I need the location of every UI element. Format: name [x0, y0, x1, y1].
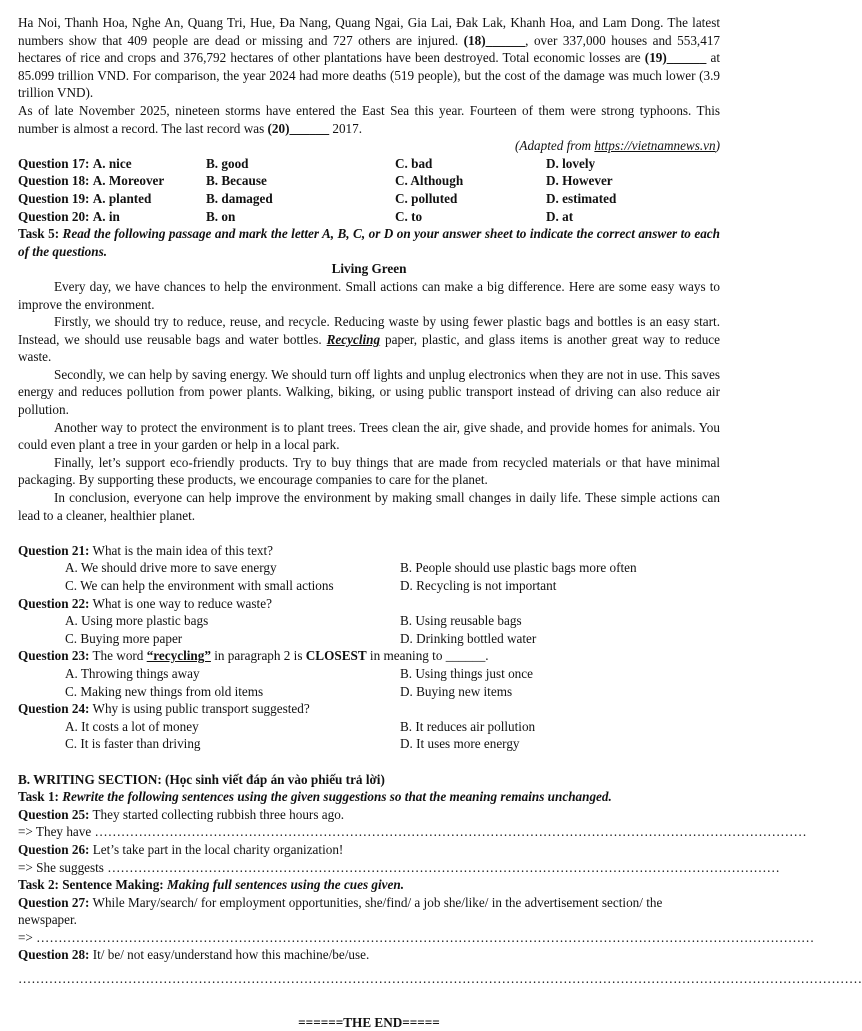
option-d: D. estimated — [546, 190, 617, 206]
task2-heading — [18, 876, 720, 894]
paragraph-text: Firstly, we should try to reduce, reuse, and recycle. Reducing waste by using fewer plastic bags and bottles is an easy start. Instead, we should use reusable bags and water bottles. — [18, 314, 720, 347]
mc-question-17 — [18, 155, 720, 173]
passage-text: 2017. — [329, 120, 363, 136]
writing-section-heading: B. WRITING SECTION: (Học sinh viết đáp án vào phiếu trả lời) — [18, 771, 385, 787]
question-text: The word — [89, 648, 147, 664]
blank-18: (18)______ — [463, 32, 526, 48]
source-citation — [18, 137, 720, 155]
option-b: B. on — [206, 208, 236, 224]
option-b: B. People should use plastic bags more often — [400, 560, 637, 576]
question-label: Question 26: — [18, 841, 90, 857]
option-b: B. damaged — [206, 190, 273, 206]
option-a: A. Throwing things away — [65, 665, 200, 681]
option-d: D. It uses more energy — [400, 736, 520, 752]
option-b: B. It reduces air pollution — [400, 718, 536, 734]
passage-text: at 85.099 trillion VND. For comparison, the year 2024 had more deaths (519 people), but the cost of the damage was much lower (3.9 trillion VND). — [18, 50, 720, 101]
option-c: C. Although — [395, 173, 464, 189]
question-21-options-ab — [18, 559, 720, 577]
question-text: What is the main idea of this text? — [89, 542, 274, 558]
question-label: Question 18: — [18, 173, 90, 189]
question-24-options-ab — [18, 718, 720, 736]
question-label: Question 17: — [18, 155, 90, 171]
question-text: in paragraph 2 is — [210, 648, 306, 664]
highlighted-word: “recycling” — [146, 648, 211, 664]
question-label: Question 22: — [18, 595, 90, 611]
question-23 — [18, 647, 720, 665]
option-d: D. Drinking bottled water — [400, 630, 537, 646]
blank-20: (20)______ — [267, 120, 330, 136]
reading-paragraph-5: Finally, let’s support eco-friendly products. Try to buy things that are made from recycled materials or that have minimal packaging. By supporting these products, we encourage companies to care for the planet. — [18, 454, 720, 488]
question-21 — [18, 542, 720, 560]
question-label: Question 27: — [18, 894, 90, 910]
passage-title: Living Green — [331, 261, 407, 277]
question-24 — [18, 700, 720, 718]
task5-instruction: Read the following passage and mark the letter A, B, C, or D on your answer sheet to indicate the correct answer to each of the questions. — [18, 226, 720, 259]
task1-label: Task 1: — [18, 789, 63, 805]
task2-label: Task 2: Sentence Making: — [18, 877, 167, 893]
question-text: While Mary/search/ for employment opportunities, she/find/ a job she/like/ in the advertisement section/ the newspaper. — [18, 894, 663, 928]
question-22-options-cd — [18, 630, 720, 648]
paragraph-text: paper, plastic, and glass items is another great way to reduce waste. — [18, 331, 720, 365]
option-b: B. good — [206, 155, 249, 171]
question-text: in meaning to ______. — [366, 648, 489, 664]
option-c: C. We can help the environment with small actions — [65, 578, 334, 593]
passage-paragraph-2 — [18, 102, 720, 137]
answer-line-25[interactable]: => They have ……………………………………………………………………………………………………………………………………………… — [18, 824, 807, 840]
option-d: D. Buying new items — [400, 683, 513, 699]
question-21-options-cd — [18, 577, 720, 595]
passage-text: , over 337,000 houses and 553,417 hectares of rice and crops and 376,792 hectares of other plantations have been destroyed. Total economic losses are — [18, 32, 721, 66]
passage-text: As of late November 2025, nineteen storms have entered the East Sea this year. Fourteen of them were strong typhoons. This number is almost a record. The last record was — [18, 102, 720, 136]
mc-question-18 — [18, 172, 720, 190]
option-d: D. However — [546, 173, 613, 189]
question-24-options-cd — [18, 735, 720, 753]
question-label: Question 19: — [18, 190, 90, 206]
option-c: C. bad — [395, 155, 433, 171]
question-text: What is one way to reduce waste? — [89, 595, 272, 611]
highlighted-word: Recycling — [326, 331, 381, 347]
reading-paragraph-4: Another way to protect the environment is to plant trees. Trees clean the air, give shade, and provide homes for animals. You could even plant a tree in your garden or help in a local park. — [18, 419, 720, 453]
reading-paragraph-3: Secondly, we can help by saving energy. We should turn off lights and unplug electronics when they are not in use. This saves energy and reduces pollution from power plants. Walking, biking, or using public transport instead of driving can also reduce air pollution. — [18, 366, 720, 418]
spacer — [18, 524, 720, 542]
option-a: A. We should drive more to save energy — [65, 560, 277, 576]
option-d: D. Recycling is not important — [400, 578, 557, 593]
exam-page — [18, 14, 862, 1031]
answer-line-28[interactable]: ………………………………………………………………………………………………………………………………………………………………………… — [18, 971, 862, 987]
option-b: B. Because — [206, 173, 267, 189]
task1-instruction: Rewrite the following sentences using the given suggestions so that the meaning remains unchanged. — [62, 789, 612, 805]
question-27 — [18, 894, 720, 929]
question-25 — [18, 806, 720, 824]
question-text: Let’s take part in the local charity organization! — [89, 841, 344, 857]
task5-heading — [18, 225, 720, 260]
blank-19: (19)______ — [644, 50, 707, 66]
question-label: Question 20: — [18, 208, 90, 224]
emphasis-word: CLOSEST — [305, 648, 367, 664]
question-label: Question 25: — [18, 806, 90, 822]
reading-paragraph-2 — [18, 313, 720, 366]
question-text: Why is using public transport suggested? — [89, 701, 310, 717]
answer-line-26[interactable]: => She suggests ……………………………………………………………………………………………………………………………………… — [18, 859, 780, 875]
option-d: D. lovely — [546, 155, 596, 171]
passage-ending — [18, 14, 720, 102]
question-22-options-ab — [18, 612, 720, 630]
option-a: A. planted — [92, 190, 152, 206]
option-b: B. Using things just once — [400, 665, 533, 681]
option-b: B. Using reusable bags — [400, 613, 522, 629]
spacer — [18, 753, 720, 771]
option-c: C. Making new things from old items — [65, 683, 264, 699]
the-end-marker: ======THE END===== — [298, 1014, 440, 1030]
option-a: A. It costs a lot of money — [65, 718, 199, 734]
question-23-options-ab — [18, 665, 720, 683]
reading-paragraph-1: Every day, we have chances to help the environment. Small actions can make a big difference. Here are some easy ways to improve the environment. — [18, 278, 720, 312]
option-c: C. polluted — [395, 190, 458, 206]
task5-label: Task 5: — [18, 226, 63, 242]
task2-instruction: Making full sentences using the cues given. — [166, 877, 405, 893]
question-26 — [18, 841, 720, 859]
option-c: C. Buying more paper — [65, 630, 183, 646]
question-label: Question 23: — [18, 648, 90, 664]
source-suffix: ) — [715, 138, 720, 154]
question-label: Question 21: — [18, 542, 90, 558]
source-prefix: (Adapted from — [515, 138, 595, 154]
option-c: C. It is faster than driving — [65, 736, 201, 752]
question-text: They started collecting rubbish three hours ago. — [89, 806, 345, 822]
answer-line-27[interactable]: => …………………………………………………………………………………………………………………………………………………………… — [18, 929, 815, 945]
question-23-options-cd — [18, 683, 720, 701]
question-label: Question 28: — [18, 947, 90, 963]
option-a: A. Moreover — [92, 173, 165, 189]
option-c: C. to — [395, 208, 423, 224]
question-label: Question 24: — [18, 701, 90, 717]
source-link[interactable]: https://vietnamnews.vn — [594, 138, 716, 154]
task1-heading — [18, 788, 720, 806]
passage-text: Ha Noi, Thanh Hoa, Nghe An, Quang Tri, Hue, Đa Nang, Quang Ngai, Gia Lai, Đak Lak, Khanh Hoa, and Lam Dong. The latest numbers show that 409 people are dead or missing and 727 others are injured. — [18, 15, 720, 48]
question-22 — [18, 595, 720, 613]
mc-question-19 — [18, 190, 720, 208]
option-a: A. Using more plastic bags — [65, 613, 209, 629]
option-a: A. nice — [92, 155, 132, 171]
reading-paragraph-6: In conclusion, everyone can help improve the environment by making small changes in daily life. These simple actions can lead to a cleaner, healthier planet. — [18, 490, 720, 523]
option-d: D. at — [546, 208, 574, 224]
question-28 — [18, 946, 720, 964]
mc-question-20 — [18, 208, 720, 226]
question-text: It/ be/ not easy/understand how this machine/be/use. — [89, 947, 370, 963]
option-a: A. in — [92, 208, 120, 224]
